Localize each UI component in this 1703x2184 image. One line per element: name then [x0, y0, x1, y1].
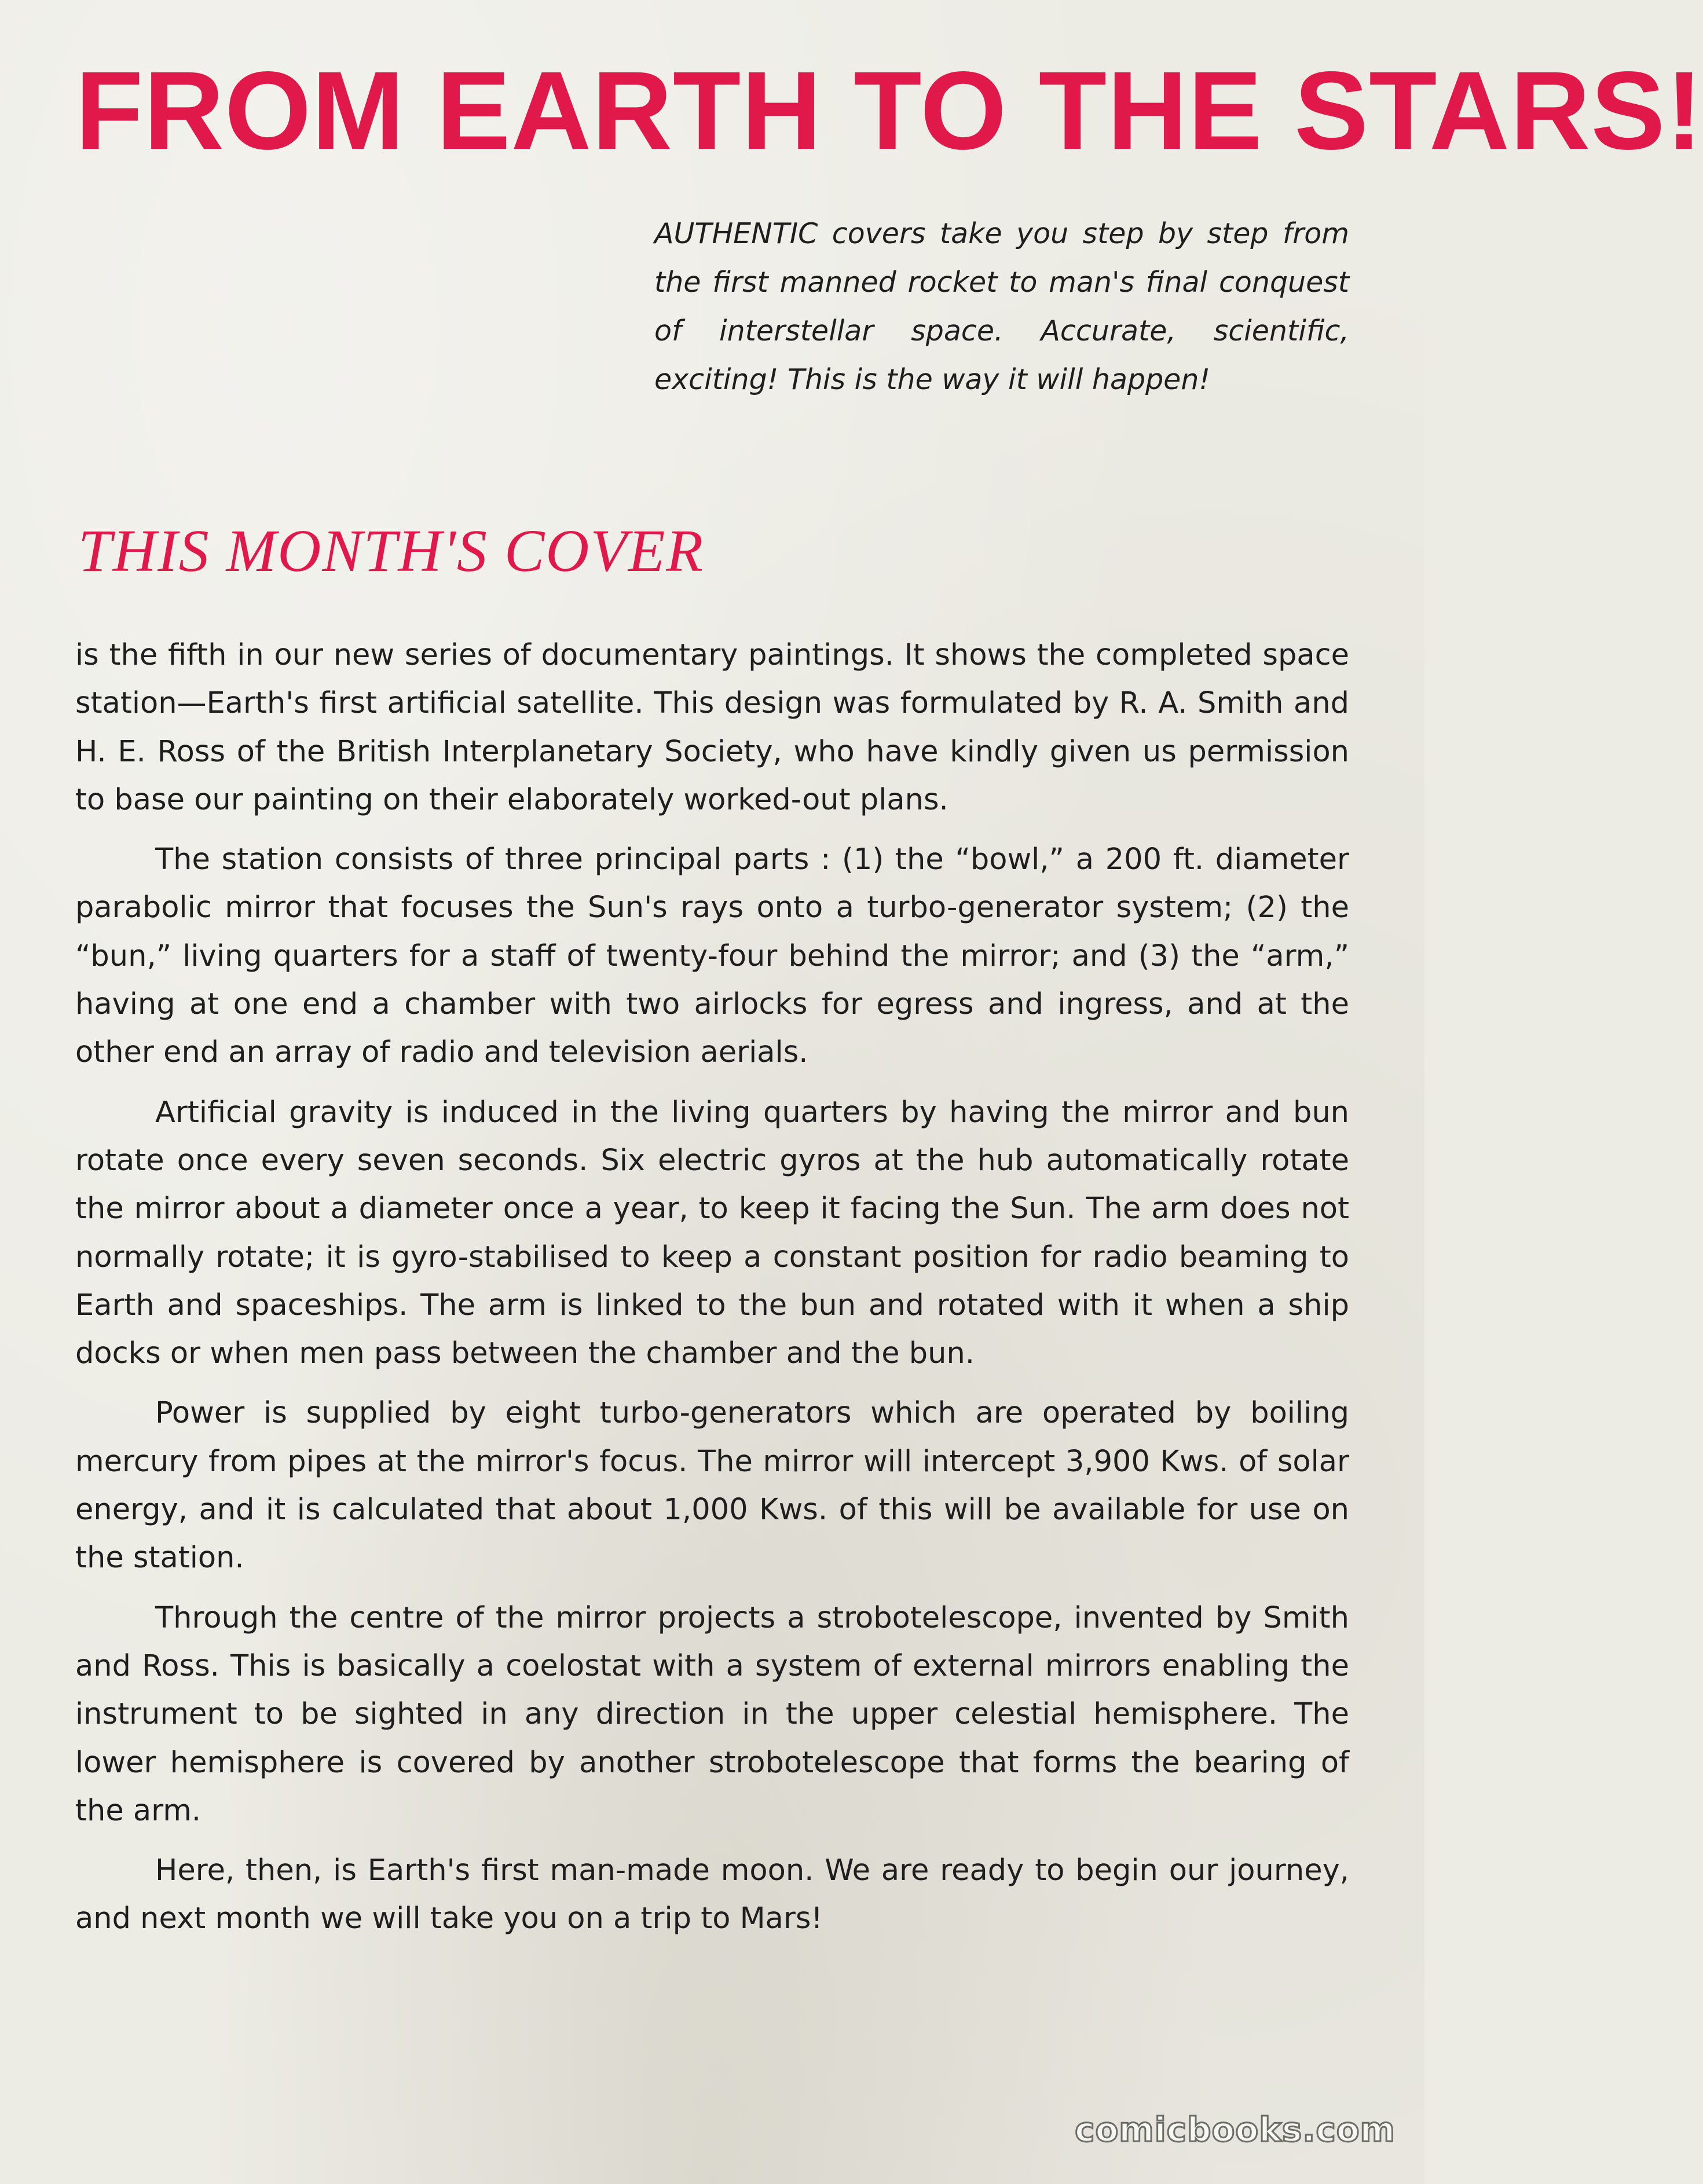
paragraph-gravity: Artificial gravity is induced in the living quarters by having the mirror and bun rotate once every seven seconds. Six electric gyros at the hub automatically rotate the mirror about a diameter once a year, to keep it facing the Sun. The arm does not normally rotate; it is gyro-stabilised to keep a constant position for radio beaming to Earth and spaceships. The arm is linked to the bun and rotated with it when a ship docks or when men pass between the chamber and the bun.: [75, 1095, 1349, 1371]
page-headline: FROM EARTH TO THE STARS!: [75, 48, 1703, 173]
section-title: THIS MONTH'S COVER: [78, 518, 704, 584]
paragraph-conclusion: Here, then, is Earth's first man-made moon. We are ready to begin our journey, and next month we will take you on a trip to Mars!: [75, 1853, 1349, 1936]
paragraph-intro: is the fifth in our new series of documentary paintings. It shows the completed space station—Earth's first artificial satellite. This design was formulated by R. A. Smith and H. E. Ross of the British Interplanetary Society, who have kindly given us permission to base our painting on their elaborately worked-out plans.: [75, 638, 1349, 817]
paragraph-power: Power is supplied by eight turbo-generators which are operated by boiling mercury from pipes at the mirror's focus. The mirror will intercept 3,900 Kws. of solar energy, and it is calculated that about 1,000 Kws. of this will be available for use on the station.: [75, 1396, 1349, 1575]
paragraph-strobotelescope: Through the centre of the mirror projects a strobotelescope, invented by Smith and Ross. This is basically a coelostat with a system of external mirrors enabling the instrument to be sighted in any direction in the upper celestial hemisphere. The lower hemisphere is covered by another strobotelescope that forms the bearing of the arm.: [75, 1600, 1349, 1828]
site-watermark: comicbooks.com: [1075, 2110, 1396, 2149]
paragraph-station-parts: The station consists of three principal parts : (1) the “bowl,” a 200 ft. diameter parabolic mirror that focuses the Sun's rays onto a turbo-generator system; (2) the “bun,” living quarters for a staff of twenty-four behind the mirror; and (3) the “arm,” having at one end a chamber with two airlocks for egress and ingress, and at the other end an array of radio and television aerials.: [75, 842, 1349, 1070]
article-body: [75, 631, 1349, 1955]
intro-blurb: AUTHENTIC covers take you step by step from the first manned rocket to man's final conquest of interstellar space. Accurate, scientific, exciting! This is the way it will happen!: [654, 217, 1349, 396]
